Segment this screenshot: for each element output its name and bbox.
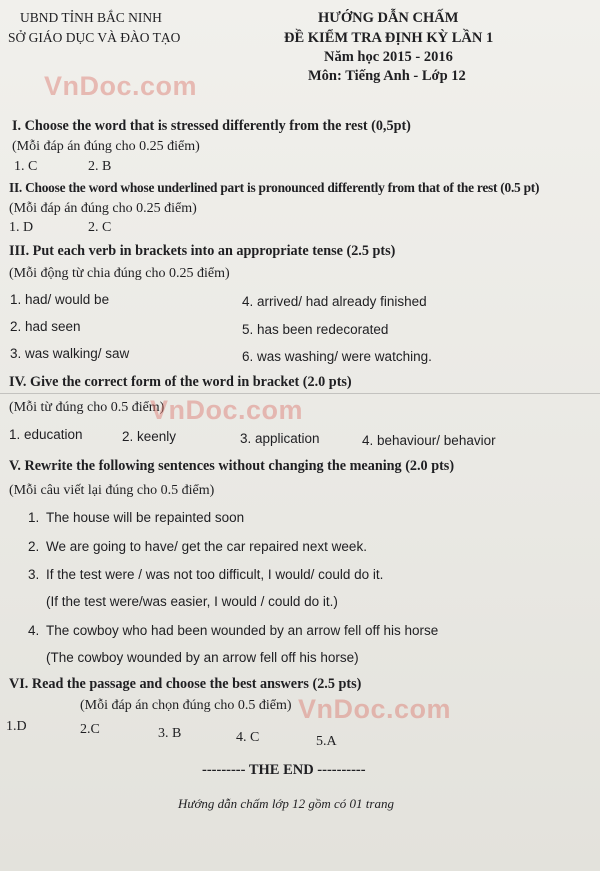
the-end-marker: --------- THE END ----------: [202, 762, 366, 778]
section-4-answer: 4. behaviour/ behavior: [362, 433, 496, 448]
section-2-answer: 1. D: [9, 220, 34, 235]
section-5-item: 2. We are going to have/ get the car repaired next week.: [28, 539, 367, 554]
section-6-note: (Mỗi đáp án chọn đúng cho 0.5 điểm): [80, 698, 292, 713]
section-3-answer: 3. was walking/ saw: [10, 346, 130, 361]
section-5-title: V. Rewrite the following sentences without changing the meaning (2.0 pts): [9, 458, 455, 474]
section-3-answer: 6. was washing/ were watching.: [242, 349, 432, 364]
document-title: HƯỚNG DẪN CHẤM: [318, 10, 459, 26]
section-1-title: I. Choose the word that is stressed differently from the rest (0,5pt): [12, 118, 411, 134]
school-year: Năm học 2015 - 2016: [324, 49, 453, 65]
section-3-note: (Mỗi động từ chia đúng cho 0.25 điểm): [9, 266, 230, 281]
section-6-title: VI. Read the passage and choose the best answers (2.5 pts): [9, 676, 362, 692]
section-4-answer: 1. education: [9, 427, 83, 442]
section-2-answer: 2. C: [88, 220, 112, 235]
section-6-answer: 5.A: [316, 734, 337, 749]
section-5-item-alt: (If the test were/was easier, I would / could do it.): [46, 594, 338, 609]
section-2-title: II. Choose the word whose underlined part is pronounced differently from that of the rest (0.5 pt): [9, 180, 540, 195]
watermark-logo: VnDoc.com: [44, 71, 198, 101]
section-3-answer: 2. had seen: [10, 319, 81, 334]
section-1-answer: 1. C: [14, 159, 38, 174]
watermark-logo: VnDoc.com: [298, 694, 452, 724]
section-6-answer: 1.D: [6, 719, 27, 734]
exam-title: ĐỀ KIỂM TRA ĐỊNH KỲ LẦN 1: [284, 30, 494, 46]
section-6-answer: 3. B: [158, 726, 182, 741]
section-4-answer: 3. application: [240, 431, 320, 446]
section-1-note: (Mỗi đáp án đúng cho 0.25 điểm): [12, 139, 200, 154]
section-4-answer: 2. keenly: [122, 429, 177, 444]
subject-line: Môn: Tiếng Anh - Lớp 12: [308, 68, 466, 84]
province-committee: UBND TỈNH BẮC NINH: [20, 10, 162, 25]
section-4-title: IV. Give the correct form of the word in bracket (2.0 pts): [9, 374, 352, 390]
section-3-answer: 5. has been redecorated: [242, 322, 389, 337]
section-6-answer: 4. C: [236, 730, 260, 745]
section-2-note: (Mỗi đáp án đúng cho 0.25 điểm): [9, 201, 197, 216]
page-count-note: Hướng dẫn chấm lớp 12 gồm có 01 trang: [178, 796, 394, 811]
section-5-item: 1. The house will be repainted soon: [28, 510, 245, 525]
department-name: SỞ GIÁO DỤC VÀ ĐÀO TẠO: [8, 30, 181, 45]
section-3-answer: 1. had/ would be: [10, 292, 110, 307]
section-5-note: (Mỗi câu viết lại đúng cho 0.5 điểm): [9, 483, 215, 498]
watermark-logo: VnDoc.com: [150, 395, 304, 425]
section-5-item-alt: (The cowboy wounded by an arrow fell off his horse): [46, 650, 359, 665]
section-1-answer: 2. B: [88, 159, 112, 174]
section-3-answer: 4. arrived/ had already finished: [242, 294, 427, 309]
section-4-note: (Mỗi từ đúng cho 0.5 điểm): [9, 400, 165, 415]
paper-fold-line: [0, 393, 600, 394]
section-5-item: 4. The cowboy who had been wounded by an arrow fell off his horse: [28, 623, 439, 638]
section-5-item: 3. If the test were / was not too difficult, I would/ could do it.: [28, 567, 384, 582]
section-6-answer: 2.C: [80, 722, 100, 737]
section-3-title: III. Put each verb in brackets into an appropriate tense (2.5 pts): [9, 243, 396, 259]
